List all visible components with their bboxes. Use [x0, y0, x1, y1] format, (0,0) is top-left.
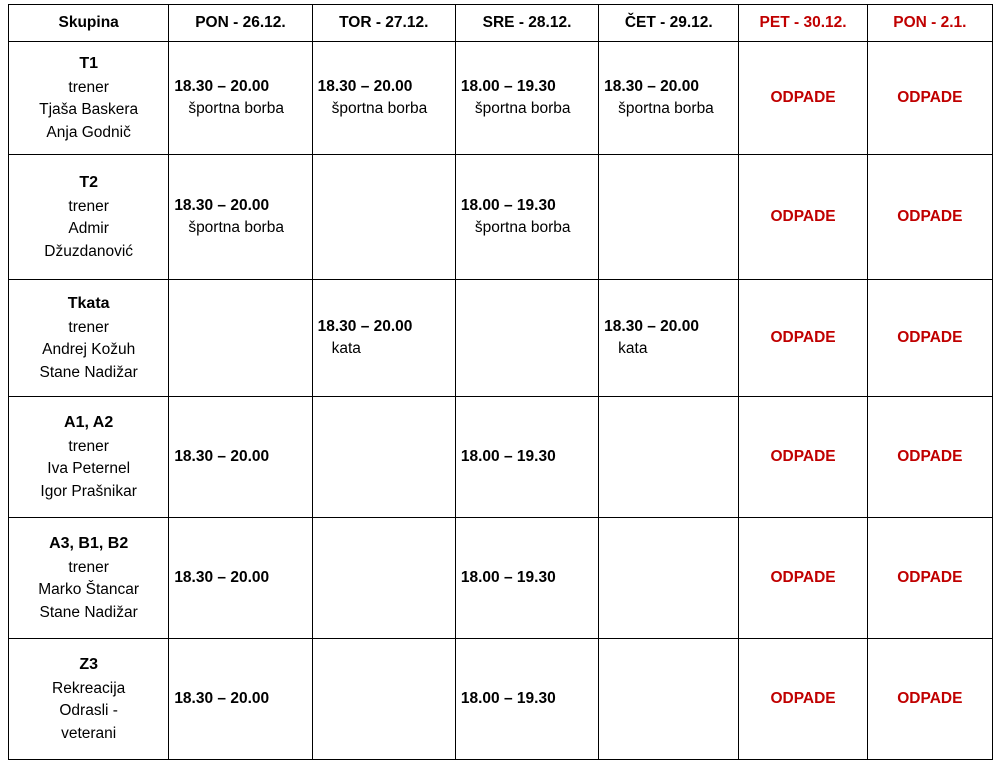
group-cell: [9, 42, 169, 155]
session-time: 18.00 – 19.30: [460, 689, 556, 707]
session-cell-thursday-empty: [599, 155, 739, 280]
trainer-name: Stane Nadižar: [39, 603, 138, 621]
session-cell-monday: [169, 155, 312, 280]
cancelled-cell-monday-next: ODPADE: [867, 639, 992, 760]
trainer-label: trener: [68, 437, 109, 455]
column-header-tuesday: TOR - 27.12.: [312, 5, 455, 42]
table-row: [9, 42, 993, 155]
session-time: 18.30 – 20.00: [604, 77, 699, 95]
session-cell-monday: [169, 639, 312, 760]
session-cell-thursday: [599, 280, 739, 397]
session-activity: športna borba: [188, 100, 284, 117]
trainer-label: trener: [68, 78, 109, 96]
group-description: Rekreacija: [52, 679, 126, 697]
cancelled-cell-monday-next: ODPADE: [867, 42, 992, 155]
cancelled-cell-friday: ODPADE: [739, 639, 867, 760]
table-row: [9, 280, 993, 397]
group-cell: [9, 518, 169, 639]
session-time: 18.00 – 19.30: [460, 77, 556, 95]
group-name: A1, A2: [64, 413, 114, 431]
session-time: 18.30 – 20.00: [174, 447, 270, 465]
session-time: 18.30 – 20.00: [604, 317, 699, 335]
header-row: [9, 5, 993, 42]
column-header-wednesday: SRE - 28.12.: [455, 5, 598, 42]
session-activity: športna borba: [618, 100, 714, 117]
cancelled-cell-friday: ODPADE: [739, 518, 867, 639]
session-cell-tuesday-empty: [312, 155, 455, 280]
session-activity: športna borba: [474, 100, 571, 117]
session-time: 18.00 – 19.30: [460, 447, 556, 465]
session-time: 18.00 – 19.30: [460, 568, 556, 586]
session-cell-monday: [169, 397, 312, 518]
session-time: 18.30 – 20.00: [174, 689, 270, 707]
session-cell-tuesday-empty: [312, 518, 455, 639]
session-cell-wednesday-empty: [455, 280, 598, 397]
group-name: Tkata: [67, 294, 110, 312]
cancelled-cell-friday: ODPADE: [739, 397, 867, 518]
group-cell: [9, 155, 169, 280]
trainer-name: Anja Godnič: [46, 123, 131, 141]
session-activity: kata: [331, 340, 361, 357]
cancelled-cell-monday-next: ODPADE: [867, 280, 992, 397]
trainer-name: Marko Štancar: [38, 581, 140, 599]
column-header-monday: PON - 26.12.: [169, 5, 312, 42]
session-time: 18.30 – 20.00: [174, 568, 270, 586]
session-cell-tuesday: [312, 280, 455, 397]
session-activity: kata: [618, 340, 648, 357]
session-cell-wednesday: [455, 397, 598, 518]
cancelled-cell-friday: ODPADE: [739, 155, 867, 280]
group-cell: [9, 397, 169, 518]
table-row: [9, 639, 993, 760]
group-cell: [9, 280, 169, 397]
session-cell-tuesday: [312, 42, 455, 155]
cancelled-cell-monday-next: ODPADE: [867, 155, 992, 280]
group-description: veterani: [61, 724, 117, 742]
column-header-thursday: ČET - 29.12.: [599, 5, 739, 42]
session-time: 18.30 – 20.00: [317, 317, 413, 335]
session-cell-tuesday-empty: [312, 639, 455, 760]
session-time: 18.30 – 20.00: [174, 77, 270, 95]
group-name: Z3: [79, 655, 98, 673]
session-time: 18.30 – 20.00: [317, 77, 413, 95]
session-cell-thursday-empty: [599, 518, 739, 639]
session-activity: športna borba: [474, 219, 571, 236]
session-cell-wednesday: [455, 518, 598, 639]
group-description: Odrasli -: [59, 702, 118, 720]
column-header-monday-next: PON - 2.1.: [867, 5, 992, 42]
table-row: [9, 397, 993, 518]
session-cell-wednesday: [455, 639, 598, 760]
trainer-name: Džuzdanović: [44, 242, 134, 260]
session-cell-monday-empty: [169, 280, 312, 397]
table-row: [9, 518, 993, 639]
session-cell-tuesday-empty: [312, 397, 455, 518]
trainer-label: trener: [68, 318, 109, 336]
group-cell: [9, 639, 169, 760]
session-cell-monday: [169, 42, 312, 155]
session-cell-wednesday: [455, 155, 598, 280]
trainer-name: Iva Peternel: [47, 460, 131, 478]
session-cell-wednesday: [455, 42, 598, 155]
group-name: T2: [79, 173, 98, 191]
session-activity: športna borba: [188, 219, 284, 236]
group-name: T1: [79, 54, 98, 72]
column-header-group: Skupina: [9, 5, 169, 42]
session-time: 18.30 – 20.00: [174, 196, 270, 214]
cancelled-cell-friday: ODPADE: [739, 42, 867, 155]
session-cell-thursday-empty: [599, 397, 739, 518]
training-schedule-table: [8, 4, 993, 760]
trainer-name: Admir: [68, 220, 109, 238]
cancelled-cell-friday: ODPADE: [739, 280, 867, 397]
session-cell-thursday: [599, 42, 739, 155]
session-activity: športna borba: [331, 100, 428, 117]
cancelled-cell-monday-next: ODPADE: [867, 397, 992, 518]
column-header-friday: PET - 30.12.: [739, 5, 867, 42]
table-body: [9, 42, 993, 760]
cancelled-cell-monday-next: ODPADE: [867, 518, 992, 639]
session-cell-thursday-empty: [599, 639, 739, 760]
trainer-name: Andrej Kožuh: [42, 341, 136, 359]
group-name: A3, B1, B2: [49, 534, 129, 552]
session-cell-monday: [169, 518, 312, 639]
table-header: [9, 5, 993, 42]
trainer-name: Igor Prašnikar: [40, 482, 137, 500]
trainer-label: trener: [68, 558, 109, 576]
session-time: 18.00 – 19.30: [460, 196, 556, 214]
table-row: [9, 155, 993, 280]
trainer-label: trener: [68, 197, 109, 215]
trainer-name: Tjaša Baskera: [39, 101, 139, 119]
trainer-name: Stane Nadižar: [39, 363, 138, 381]
